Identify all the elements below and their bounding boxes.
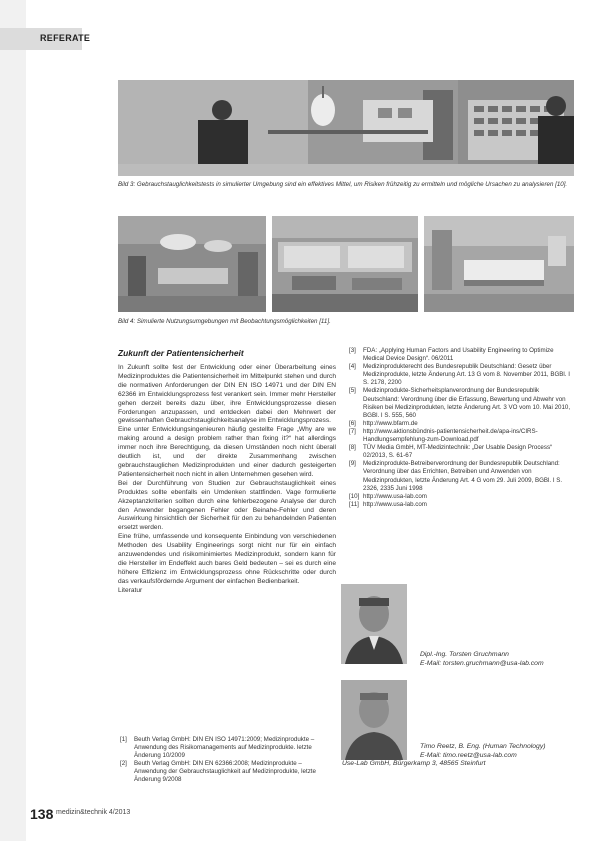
body-paragraph: In Zukunft sollte fest der Entwicklung oder einer Überarbeitung eines Medizinproduktes die Patientensicherheit im Mittelpunkt stehen und durch die normativen Anforderungen der DIN EN ISO 14971 und der DIN EN 62366 im Entwicklungsprozess fest verankert sein. Immer mehr Hersteller gehen derzeit bereits dazu über, ihre Entwicklungsprozesse diesen Forderungen anzupassen, und entdecken dabei den Mehrwert der gewissenhaften Gebrauchstauglichkeitsanalyse im Entwicklungsprozess. [118, 364, 336, 425]
page-number: 138 [30, 806, 54, 822]
section-label: REFERATE [40, 33, 91, 43]
figure-3-caption: Bild 3: Gebrauchstauglichkeitstests in simulierter Umgebung sind ein effektives Mittel, um Risiken frühzeitig zu ermitteln und mögliche Ursachen zu analysieren [10]. [118, 181, 568, 188]
reference-number: [4] [349, 363, 356, 371]
author-email: E-Mail: torsten.gruchmann@usa-lab.com [420, 660, 544, 667]
article-heading: Zukunft der Patientensicherheit [118, 348, 244, 358]
reference-text: http://www.bfarm.de [363, 419, 418, 427]
reference-text: http://www.usa-lab.com [363, 492, 427, 500]
reference-number: [3] [349, 347, 356, 354]
author-2 [420, 742, 546, 760]
author-email: E-Mail: timo.reetz@usa-lab.com [420, 752, 517, 759]
reference-item [349, 460, 571, 492]
author-1 [420, 650, 544, 668]
reference-text: http://www.usa-lab.com [363, 500, 427, 508]
reference-text: Medizinprodukte-Betreiberverordnung der Bundesrepublik Deutschland: Verordnung über das Errichten, Betreiben und Anwenden von Medizinprodukten, letzte Änderung Art. 4 G vom 29. Juli 2009, BGBl. I S. 2326, 2335 Juni 1998 [363, 460, 563, 492]
reference-number: [10] [349, 492, 360, 500]
reference-text: Medizinprodukterecht des Bundesrepublik Deutschland: Gesetz über Medizinprodukte, letzte Änderung Art. 13 G vom 8. November 2011, BGBl. I S. 2178, 2200 [363, 363, 570, 387]
body-paragraph: Eine unter Entwicklungsingenieuren häufig gestellte Frage „Why are we making around a design problem rather than fixing it?“ hat allerdings immer noch ihre Berechtigung, da diesen Umständen noch nicht überall deutlich ist, und der direkte Zusammenhang zwischen gebrauchstauglichen Medizinprodukten und einer dadurch gesteigerten Patientensicherheit noch nicht in allen Unternehmen gesehen wird. [118, 426, 336, 478]
reference-text: Beuth Verlag GmbH: DIN EN 62366:2008; Medizinprodukte – Anwendung der Gebrauchstauglichkeit auf Medizinprodukte, letzte Änderung 9/2008 [134, 760, 316, 784]
reference-text: FDA: „Applying Human Factors and Usability Engineering to Optimize Medical Device Design“. 06/2011 [363, 347, 554, 363]
reference-item [349, 501, 571, 509]
reference-text: Beuth Verlag GmbH: DIN EN ISO 14971:2009; Medizinprodukte – Anwendung des Risikomanagements auf Medizinprodukte. letzte Änderung 10/2009 [134, 736, 315, 760]
body-paragraph: Bei der Durchführung von Studien zur Gebrauchstauglichkeit eines Produktes sollte ebenfalls ein Umdenken stattfinden. Vage formulierte Akzeptanzkriterien sollten durch eine fehlerbezogene Analyse der durch den Anwender begangenen Fehler oder Beinahe-Fehler und deren Auswirkung hinsichtlich der Sicherheit für den zu behandelnden Patienten ersetzt werden. [118, 479, 336, 532]
reference-number: [2] [120, 760, 127, 768]
author-name: Timo Reetz, B. Eng. (Human Technology) [420, 743, 546, 750]
reference-text: http://www.aktionsbündnis-patientensicherheit.de/apa-ins/CIRS-Handlungsempfehlung-zum-Download.pdf [363, 427, 538, 444]
figure-4-photo-2 [272, 216, 418, 312]
reference-item [349, 363, 571, 387]
reference-number: [9] [349, 460, 356, 468]
reference-item [349, 420, 571, 428]
reference-item [349, 428, 571, 444]
reference-text: Medizinprodukte-Sicherheitsplanverordnung der Bundesrepublik Deutschland: Verordnung über die Erfassung, Bewertung und Abwehr von Risiken bei Medizinprodukten, letzte Änderung Art. 3 VO vom 10. Mai 2010, BGBl. I S. 555, 560 [363, 387, 571, 419]
reference-list-right [349, 347, 571, 509]
reference-text: TÜV Media GmbH, MT-Medizintechnik: „Der Usable Design Process“ 02/2013, S. 61-67 [363, 444, 553, 460]
figure-3-photo [118, 80, 574, 176]
reference-number: [1] [120, 736, 127, 743]
reference-item [349, 444, 571, 460]
reference-item [349, 347, 571, 363]
figure-4-photo-3 [424, 216, 574, 312]
reference-list-left [120, 736, 335, 785]
reference-item [349, 387, 571, 419]
body-paragraph: Eine frühe, umfassende und konsequente Einbindung von verschiedenen Methoden des Usability Engineerings sorgt nicht nur für ein einfach anzuwendendes und risikominimiertes Medizinprodukt, sondern kann für die Hersteller im Endeffekt auch bares Geld bedeuten – sei es durch eine höhere Effizienz im Entwicklungsprozess ohne Rückschritte oder durch das verkaufsfördernde Argument der einfachen Bedienbarkeit. [118, 533, 336, 585]
figure-4-photo-1 [118, 216, 266, 312]
reference-item [349, 493, 571, 501]
reference-item [120, 736, 335, 760]
left-gutter [0, 0, 26, 841]
reference-number: [11] [349, 500, 359, 508]
reference-number: [5] [349, 387, 356, 395]
company-address: Use-Lab GmbH, Bürgerkamp 3, 48565 Steinfurt [342, 760, 486, 767]
reference-number: [6] [349, 419, 356, 427]
reference-number: [8] [349, 444, 356, 452]
literature-label: Literatur [118, 586, 143, 594]
figure-4-caption: Bild 4: Simulierte Nutzungsumgebungen mit Beobachtungsmöglichkeiten [11]. [118, 318, 331, 325]
article-body [118, 364, 336, 596]
magazine-issue: medizin&technik 4/2013 [56, 809, 131, 816]
reference-number: [7] [349, 427, 356, 435]
author-portrait-1 [341, 584, 407, 664]
author-portrait-2 [341, 680, 407, 760]
author-name: Dipl.-Ing. Torsten Gruchmann [420, 651, 509, 658]
reference-item [120, 760, 335, 784]
